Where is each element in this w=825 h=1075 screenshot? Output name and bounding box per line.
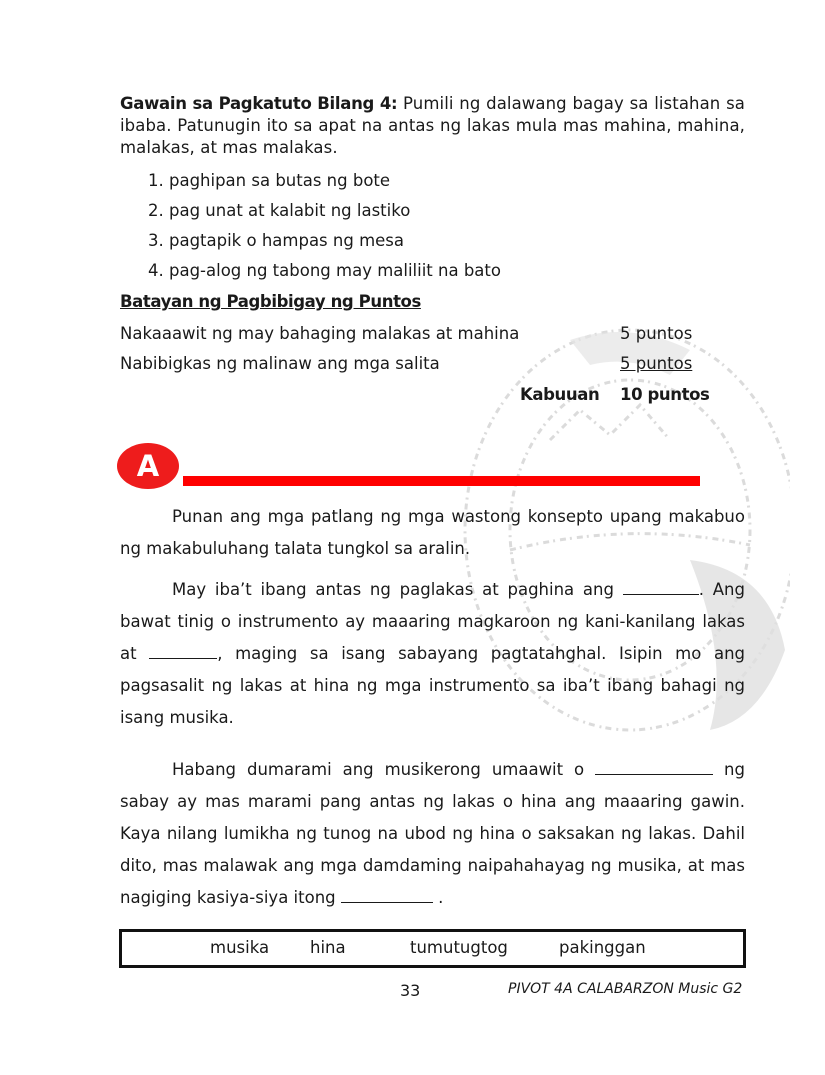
rubric-criterion: Nabibigkas ng malinaw ang mga salita [120, 354, 440, 373]
list-item: 2. pag unat at kalabit ng lastiko [148, 201, 411, 220]
section-divider-line [183, 476, 700, 486]
blank-field[interactable] [595, 758, 713, 775]
fill-in-paragraph-1 [120, 574, 745, 734]
list-item: 1. paghipan sa butas ng bote [148, 171, 391, 190]
blank-field[interactable] [623, 578, 699, 595]
footer-title: PIVOT 4A CALABARZON Music G2 [508, 981, 743, 997]
paragraph-text: May iba’t ibang antas ng paglakas at paghina ang [172, 580, 623, 599]
rubric-row [120, 353, 745, 377]
paragraph-text: . [432, 888, 444, 907]
word-bank-item: tumutugtog [410, 938, 508, 957]
word-bank-item: musika [210, 938, 270, 957]
rubric-points: 5 puntos [620, 354, 693, 373]
blank-field[interactable] [341, 886, 433, 903]
section-instruction [120, 501, 745, 565]
paragraph-text: , maging sa isang sabayang pagtatahghal. Isipin mo ang pagsasalit ng lakas at hina ng mga instrumento sa iba’t ibang bahagi ng isang musika. [120, 644, 746, 727]
page-number: 33 [400, 981, 421, 1000]
rubric-title: Batayan ng Pagbibigay ng Puntos [120, 292, 421, 311]
fill-in-paragraph-2 [120, 754, 745, 914]
activity-text: Pumili ng dalawang bagay sa listahan sa ibaba. Patunugin ito sa apat na antas ng lakas mula mas mahina, mahina, malakas, at mas malakas. [120, 94, 745, 157]
rubric-total-row [120, 384, 745, 408]
activity-steps-list [148, 170, 501, 290]
activity-label: Gawain sa Pagkatuto Bilang 4: [120, 94, 398, 113]
paragraph-text: ng sabay ay mas marami pang antas ng lakas o hina ang maaaring gawin. Kaya nilang lumikha ng tunog na ubod ng hina o saksakan ng lakas. Dahil dito, mas malawak ang mga damdaming naipahahayag ng musika, at mas nagiging kasiya-siya itong [120, 760, 745, 907]
instruction-text: Punan ang mga patlang ng mga wastong konsepto upang makabuo ng makabuluhang talata tungkol sa aralin. [120, 507, 745, 558]
rubric-criterion: Nakaaawit ng may bahaging malakas at mahina [120, 324, 520, 343]
word-bank-item: hina [310, 938, 346, 957]
paragraph-text: . Ang bawat tinig o instrumento ay maaaring magkaroon ng kani-kanilang lakas at [120, 580, 745, 663]
word-bank-box [119, 929, 746, 968]
rubric-total-label: Kabuuan [520, 385, 600, 404]
rubric-points: 5 puntos [620, 324, 693, 343]
rubric-row [120, 323, 745, 347]
section-letter-badge: A [117, 443, 179, 489]
list-item: 4. pag-alog ng tabong may maliliit na bato [148, 261, 501, 280]
activity-instructions [120, 93, 745, 159]
list-item: 3. pagtapik o hampas ng mesa [148, 231, 404, 250]
section-a-header [117, 443, 717, 491]
blank-field[interactable] [149, 642, 217, 659]
paragraph-text: Habang dumarami ang musikerong umaawit o [172, 760, 596, 779]
rubric-total-points: 10 puntos [620, 385, 710, 404]
word-bank-item: pakinggan [559, 938, 646, 957]
